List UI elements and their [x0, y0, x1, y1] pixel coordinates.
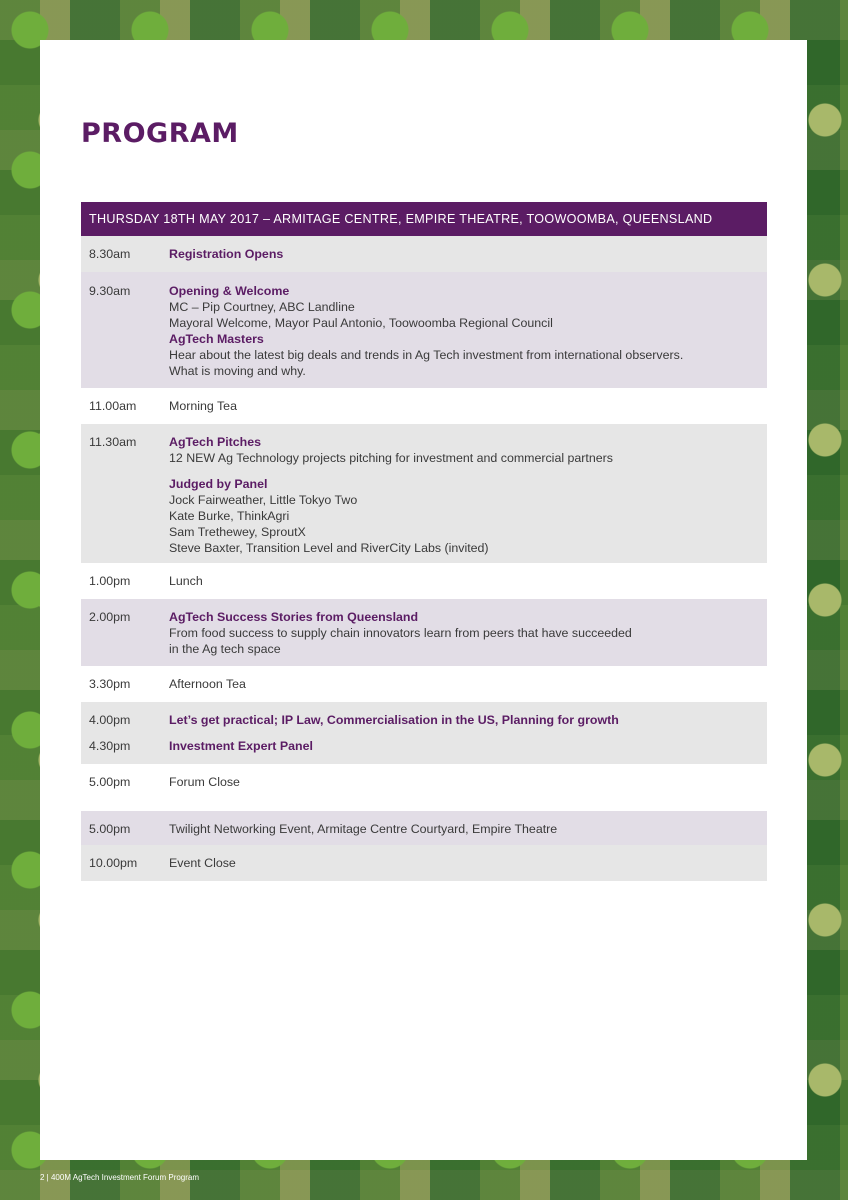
session-time: 5.00pm — [89, 822, 131, 836]
session-line: Jock Fairweather, Little Tokyo Two — [169, 493, 358, 507]
session-line: Afternoon Tea — [169, 677, 246, 691]
session-details — [169, 676, 767, 692]
session-details — [169, 821, 767, 837]
session-time: 4.30pm — [89, 739, 131, 753]
session-line: Sam Trethewey, SproutX — [169, 525, 306, 539]
session-line: Mayoral Welcome, Mayor Paul Antonio, Toowoomba Regional Council — [169, 316, 553, 330]
session-time: 5.00pm — [89, 775, 131, 789]
session-details — [169, 855, 767, 871]
session-details — [169, 246, 767, 262]
session-time: 1.00pm — [89, 574, 131, 588]
session-time: 11.30am — [89, 435, 137, 449]
session-line: Steve Baxter, Transition Level and RiverCity Labs (invited) — [169, 541, 489, 555]
session-time: 8.30am — [89, 247, 131, 261]
session-line: in the Ag tech space — [169, 642, 281, 656]
session-heading: Registration Opens — [169, 247, 284, 261]
session-time: 11.00am — [89, 399, 137, 413]
session-heading: Judged by Panel — [169, 477, 268, 491]
session-line: Hear about the latest big deals and trends in Ag Tech investment from international observers. — [169, 348, 684, 362]
session-heading: AgTech Success Stories from Queensland — [169, 610, 419, 624]
session-details — [169, 774, 767, 790]
session-time: 4.00pm — [89, 713, 131, 727]
session-line: What is moving and why. — [169, 364, 306, 378]
session-time: 10.00pm — [89, 856, 138, 870]
session-details — [169, 609, 767, 657]
schedule-row — [81, 845, 767, 881]
session-line: Kate Burke, ThinkAgri — [169, 509, 290, 523]
schedule-row — [81, 424, 767, 563]
schedule-row — [81, 563, 767, 599]
schedule-row — [81, 666, 767, 702]
schedule-header: THURSDAY 18TH MAY 2017 – ARMITAGE CENTRE, EMPIRE THEATRE, TOOWOOMBA, QUEENSLAND — [81, 202, 767, 236]
session-details — [169, 434, 767, 556]
session-line: MC – Pip Courtney, ABC Landline — [169, 300, 355, 314]
session-heading: AgTech Masters — [169, 332, 264, 346]
schedule-row — [81, 702, 767, 734]
schedule-row — [81, 764, 767, 800]
schedule-row — [81, 599, 767, 666]
session-heading: Let’s get practical; IP Law, Commercialisation in the US, Planning for growth — [169, 713, 619, 727]
page-title: PROGRAM — [81, 118, 239, 149]
session-details — [169, 283, 767, 379]
session-line: Event Close — [169, 856, 236, 870]
session-details — [169, 738, 767, 754]
schedule-row — [81, 388, 767, 424]
program-page — [40, 40, 807, 1160]
schedule-row — [81, 272, 767, 388]
session-line: Forum Close — [169, 775, 240, 789]
session-time: 9.30am — [89, 284, 131, 298]
session-line: Lunch — [169, 574, 203, 588]
schedule-rows — [81, 236, 767, 881]
schedule-row — [81, 236, 767, 272]
session-details — [169, 573, 767, 589]
session-line: 12 NEW Ag Technology projects pitching for investment and commercial partners — [169, 451, 613, 465]
schedule-table — [81, 202, 767, 881]
session-line: Twilight Networking Event, Armitage Centre Courtyard, Empire Theatre — [169, 822, 558, 836]
session-time: 3.30pm — [89, 677, 131, 691]
session-heading: Opening & Welcome — [169, 284, 290, 298]
session-heading: Investment Expert Panel — [169, 739, 313, 753]
session-heading: AgTech Pitches — [169, 435, 262, 449]
session-details — [169, 712, 767, 728]
schedule-row — [81, 811, 767, 845]
session-time: 2.00pm — [89, 610, 131, 624]
schedule-row — [81, 734, 767, 764]
session-line: From food success to supply chain innovators learn from peers that have succeeded — [169, 626, 632, 640]
session-line: Morning Tea — [169, 399, 237, 413]
session-details — [169, 398, 767, 414]
page-footer: 2 | 400M AgTech Investment Forum Program — [40, 1173, 200, 1182]
